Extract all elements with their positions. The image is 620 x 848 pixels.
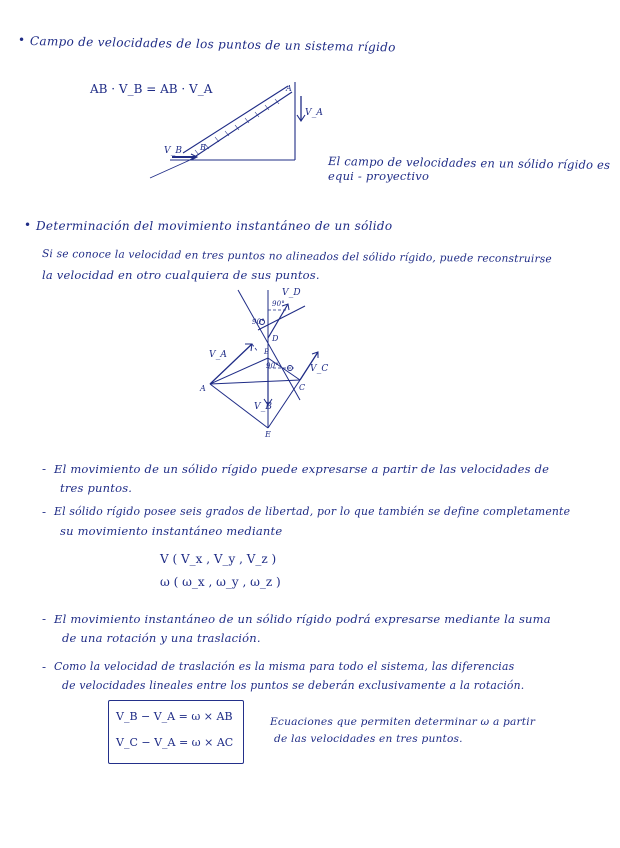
section1-bullet: •	[18, 33, 26, 47]
box-note-line2: de las velocidades en tres puntos.	[274, 733, 463, 745]
diagram1-label-va: V_A	[305, 108, 324, 118]
velocity-vector-formula: V ( V_x , V_y , V_z )	[160, 552, 277, 566]
bullet-1-line1: El movimiento de un sólido rígido puede expresarse a partir de las velocidades de	[54, 462, 550, 476]
section2-heading: Determinación del movimiento instantáneo de un sólido	[36, 219, 393, 233]
diagram1-label-a: A	[286, 84, 292, 93]
section1-heading: Campo de velocidades de los puntos de un sistema rígido	[29, 34, 396, 55]
bullet-dash-2: -	[42, 505, 47, 519]
diag2-angle-2: 90°	[252, 318, 266, 326]
diagram1-label-b: B	[200, 143, 207, 152]
diag2-label-va: V_A	[209, 350, 228, 360]
edge-ab	[210, 358, 268, 384]
diag2-label-d: D	[272, 334, 279, 343]
section2-bullet: •	[24, 218, 32, 232]
diag2-label-vd: V_D	[282, 288, 301, 298]
dash-va	[252, 344, 258, 352]
bullet-dash-4: -	[42, 660, 47, 674]
diag2-label-vb: V_B	[254, 402, 273, 412]
diag2-label-vc: V_C	[310, 364, 329, 374]
angular-velocity-formula: ω ( ω_x , ω_y , ω_z )	[160, 575, 281, 589]
diag2-angle-3: 90°	[266, 362, 280, 370]
equiprojective-note-line2: equi - proyectivo	[328, 169, 430, 183]
box-note-line1: Ecuaciones que permiten determinar ω a partir	[270, 716, 536, 728]
vd-vector	[268, 304, 288, 338]
equiprojectivity-equation: AB · V_B = AB · V_A	[90, 82, 213, 96]
diag2-label-a: A	[200, 384, 206, 393]
diagram1-label-vb: V_B	[164, 146, 183, 156]
section2-intro-line1: Si se conoce la velocidad en tres puntos no alineados del sólido rígido, puede reconstruirse	[41, 248, 552, 266]
diag2-label-e: E	[265, 430, 272, 439]
line-ac-perp	[238, 290, 300, 400]
boxed-equation-2: V_C − V_A = ω × AC	[116, 736, 234, 749]
edge-ac	[210, 380, 300, 384]
diag2-label-b: B	[264, 348, 270, 356]
bullet-dash-3: -	[42, 612, 47, 626]
diag2-label-c: C	[299, 383, 306, 392]
bullet-4-line1: Como la velocidad de traslación es la misma para todo el sistema, las diferencias	[54, 660, 515, 673]
bullet-4-line2: de velocidades lineales entre los puntos se deberán exclusivamente a la rotación.	[62, 679, 525, 692]
section2-intro-line2: la velocidad en otro cualquiera de sus puntos.	[42, 268, 320, 282]
vd-perp	[258, 306, 305, 330]
boxed-equation-1: V_B − V_A = ω × AB	[116, 710, 233, 723]
bullet-2-line1: El sólido rígido posee seis grados de libertad, por lo que también se define completamente	[54, 505, 571, 518]
diag2-angle-1: 90°	[272, 300, 286, 308]
bullet-dash-1: -	[42, 462, 47, 476]
edge-ce	[268, 380, 300, 428]
bullet-3-line1: El movimiento instantáneo de un sólido rígido podrá expresarse mediante la suma	[54, 612, 551, 626]
bullet-2-line2: su movimiento instantáneo mediante	[60, 524, 283, 538]
bullet-1-line2: tres puntos.	[60, 481, 133, 495]
equiprojective-note-line1: El campo de velocidades en un sólido rígido es	[327, 154, 611, 172]
bullet-3-line2: de una rotación y una traslación.	[62, 631, 261, 645]
